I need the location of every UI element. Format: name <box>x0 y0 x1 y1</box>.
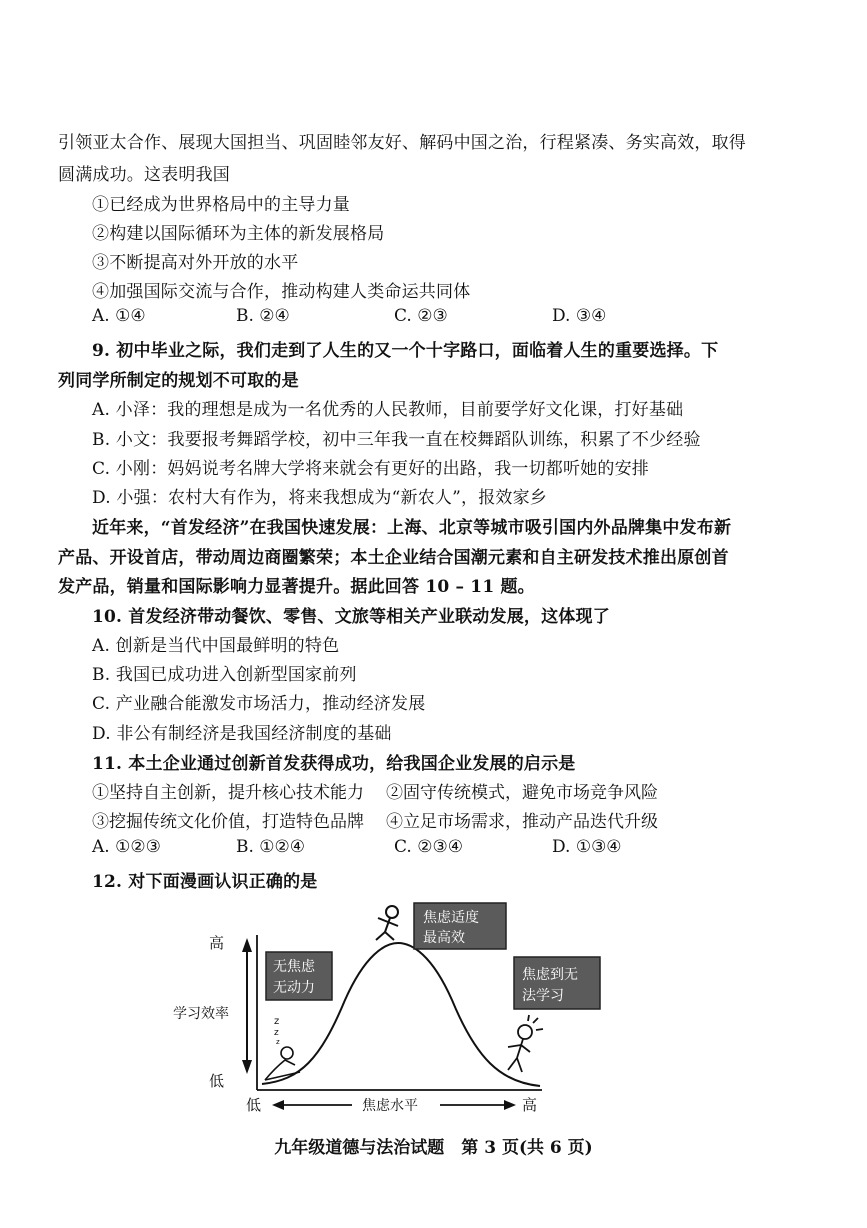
sleep-z-3: z <box>276 1038 280 1046</box>
running-figure-icon <box>376 906 398 940</box>
material-line-1: 近年来，“首发经济”在我国快速发展：上海、北京等城市吸引国内外品牌集中发布新 <box>92 518 732 538</box>
q8-statement-1: ①已经成为世界格局中的主导力量 <box>92 195 350 215</box>
page-footer: 九年级道德与法治试题 第 3 页(共 6 页) <box>274 1138 593 1158</box>
q10-stem: 10. 首发经济带动餐饮、零售、文旅等相关产业联动发展，这体现了 <box>92 607 610 627</box>
box-top-line-2: 最高效 <box>423 930 465 946</box>
q11-statement-1: ①坚持自主创新，提升核心技术能力 <box>92 783 364 803</box>
y-axis-label: 学习效率 <box>173 1006 229 1022</box>
q9-option-a: A. 小泽：我的理想是成为一名优秀的人民教师，目前要学好文化课，打好基础 <box>92 400 684 420</box>
q9-stem-line-1: 9. 初中毕业之际，我们走到了人生的又一个十字路口，面临着人生的重要选择。下 <box>92 341 719 361</box>
q9-option-d: D. 小强：农村大有作为，将来我想成为“新农人”，报效家乡 <box>92 488 548 508</box>
x-high-label: 高 <box>522 1096 538 1114</box>
y-axis-up-arrow <box>242 938 252 952</box>
box-left-line-1: 无焦虑 <box>273 959 315 975</box>
x-low-label: 低 <box>246 1096 262 1114</box>
q10-option-c: C. 产业融合能激发市场活力，推动经济发展 <box>92 694 426 714</box>
q10-option-a: A. 创新是当代中国最鲜明的特色 <box>92 636 340 656</box>
passage-intro-line-2: 圆满成功。这表明我国 <box>58 165 230 185</box>
q9-option-c: C. 小刚：妈妈说考名牌大学将来就会有更好的出路，我一切都听她的安排 <box>92 459 650 479</box>
q8-option-c: C. ②③ <box>394 306 448 326</box>
q8-option-b: B. ②④ <box>236 306 290 326</box>
sleep-z-1: z <box>274 1016 280 1027</box>
q8-option-d: D. ③④ <box>552 306 607 326</box>
y-low-label: 低 <box>209 1072 225 1090</box>
sleeping-figure-icon <box>265 1047 300 1080</box>
q11-option-b: B. ①②④ <box>236 837 306 857</box>
y-high-label: 高 <box>209 934 225 952</box>
q8-statement-4: ④加强国际交流与合作，推动构建人类命运共同体 <box>92 282 471 302</box>
q11-option-a: A. ①②③ <box>92 837 161 857</box>
q8-statement-2: ②构建以国际循环为主体的新发展格局 <box>92 224 385 244</box>
q10-option-d: D. 非公有制经济是我国经济制度的基础 <box>92 724 392 744</box>
q11-statement-3: ③挖掘传统文化价值，打造特色品牌 <box>92 812 364 832</box>
q11-statement-4: ④立足市场需求，推动产品迭代升级 <box>386 812 658 832</box>
x-axis-right-arrow <box>504 1100 516 1110</box>
x-axis-left-arrow <box>272 1100 284 1110</box>
q11-statement-2: ②固守传统模式，避免市场竞争风险 <box>386 783 658 803</box>
q10-option-b: B. 我国已成功进入创新型国家前列 <box>92 665 357 685</box>
material-line-2: 产品、开设首店，带动周边商圈繁荣；本土企业结合国潮元素和自主研发技术推出原创首 <box>58 548 729 568</box>
box-right-line-2: 法学习 <box>522 988 564 1004</box>
panicking-figure-icon <box>508 1015 543 1072</box>
q11-stem: 11. 本土企业通过创新首发获得成功，给我国企业发展的启示是 <box>92 754 576 774</box>
q11-option-c: C. ②③④ <box>394 837 463 857</box>
box-left-line-2: 无动力 <box>273 980 315 996</box>
box-top-line-1: 焦虑适度 <box>423 910 479 926</box>
q8-option-a: A. ①④ <box>92 306 146 326</box>
material-line-3: 发产品，销量和国际影响力显著提升。据此回答 10 – 11 题。 <box>58 577 535 597</box>
box-right-line-1: 焦虑到无 <box>522 967 578 983</box>
x-axis-label: 焦虑水平 <box>362 1098 418 1114</box>
q11-option-d: D. ①③④ <box>552 837 622 857</box>
y-axis-down-arrow <box>242 1060 252 1074</box>
q12-stem: 12. 对下面漫画认识正确的是 <box>92 872 318 892</box>
q9-option-b: B. 小文：我要报考舞蹈学校，初中三年我一直在校舞蹈队训练，积累了不少经验 <box>92 430 701 450</box>
q9-stem-line-2: 列同学所制定的规划不可取的是 <box>58 371 299 391</box>
sleep-z-2: z <box>274 1028 279 1038</box>
q8-statement-3: ③不断提高对外开放的水平 <box>92 253 299 273</box>
passage-intro-line-1: 引领亚太合作、展现大国担当、巩固睦邻友好、解码中国之治，行程紧凑、务实高效，取得 <box>58 133 746 153</box>
